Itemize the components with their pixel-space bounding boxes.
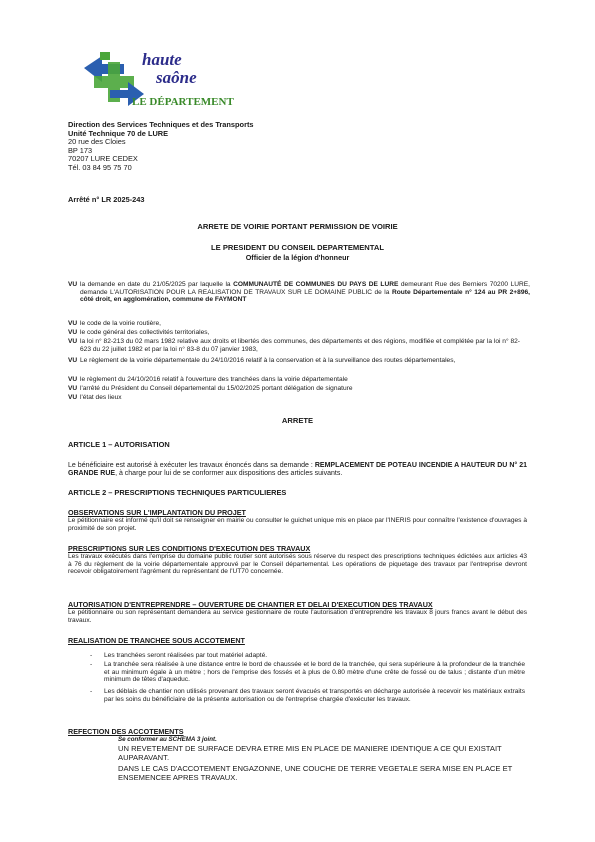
realisation-item: [90, 652, 525, 660]
vu-label: VU: [68, 320, 78, 327]
vu-text: l'arrêté du Président du Conseil départemental du 15/02/2025 portant délégation de signature: [80, 385, 353, 392]
vu-label: VU: [68, 385, 78, 392]
autorisation-text: Le pétitionnaire ou son représentant demandera au service gestionnaire de route l'autorisation d'entreprendre les travaux 8 jours francs avant le début des travaux.: [68, 609, 527, 624]
president-line: LE PRESIDENT DU CONSEIL DEPARTEMENTAL: [211, 243, 384, 252]
sender-city: 70207 LURE CEDEX: [68, 154, 138, 163]
vu-reglement-tranchees: [68, 376, 530, 384]
sender-phone: Tél. 03 84 95 75 70: [68, 162, 132, 172]
article-1-works: REMPLACEMENT DE POTEAU INCENDIE A HAUTEUR DU N° 21 GRANDE RUE: [68, 462, 527, 477]
vu-delegation: [68, 385, 530, 393]
realisation-heading: REALISATION DE TRANCHEE SOUS ACCOTEMENT: [68, 636, 245, 645]
vu-text: la loi n° 82-213 du 02 mars 1982 relative aux droits et libertés des communes, des départements et des régions, modifiée et complétée par la loi n° 82-623 du 22 juillet 1982 et par la loi n° 83-8 du 07 janvier 1983,: [80, 338, 520, 353]
vu-loi-82: [68, 338, 530, 353]
sender-bp: BP 173: [68, 145, 93, 155]
logo-line-haute: haute: [142, 50, 182, 69]
logo-line-saone: saône: [156, 68, 197, 87]
article-1-text: [68, 462, 527, 478]
logo-department-label: LE DÉPARTEMENT: [132, 96, 234, 108]
vu-request: [68, 281, 530, 304]
bullet-dash: -: [90, 652, 93, 659]
observations-text: Le pétitionnaire est informé qu'il doit se renseigner en mairie ou consulter le guichet unique mis en place par l'INERIS pour connaître l'existence d'ouvrages à proximité de son projet.: [68, 517, 527, 532]
bullet-dash: -: [90, 688, 93, 695]
vu-label: VU: [68, 376, 78, 383]
arrete-number: Arrêté n° LR 2025-243: [68, 195, 145, 204]
sender-unit: Unité Technique 70 de LURE: [68, 128, 169, 138]
vu-label: VU: [68, 329, 78, 336]
realisation-item-text: Les déblais de chantier non utilisés provenant des travaux seront évacués et transportés en décharge autorisée à recevoir les matériaux extraits par les soins du bénéficiaire de la présente autorisation ou de l'entreprise chargée d'exécuter les travaux.: [104, 688, 525, 703]
refection-note: Se conformer au SCHEMA 3 joint.: [118, 736, 217, 743]
realisation-item: [90, 688, 525, 703]
sender-address: [68, 121, 368, 172]
bullet-dash: -: [90, 661, 93, 668]
article-2-heading: ARTICLE 2 – PRESCRIPTIONS TECHNIQUES PARTICULIERES: [68, 488, 287, 497]
prescriptions-text: Les travaux exécutés dans l'emprise du domaine public routier sont autorisés sous réserve du respect des prescriptions techniques édictées aux articles 43 à 76 du règlement de la voirie départementale approuvé par le Conseil départemental. Les opérations de piquetage des travaux par l'entreprise devront recevoir obligatoirement l'agrément du représentant de l'UT70 concernée.: [68, 553, 527, 576]
vu-cgct: [68, 329, 530, 337]
vu-request-text: la demande en date du 21/05/2025 par laquelle la: [80, 281, 234, 288]
vu-text: Le règlement de la voirie départementale du 24/10/2016 relatif à la conservation et à la surveillance des routes départementales,: [80, 357, 456, 364]
autorisation-heading: AUTORISATION D'ENTREPRENDRE – OUVERTURE DE CHANTIER ET DELAI D'EXECUTION DES TRAVAUX: [68, 600, 433, 609]
vu-text: le code de la voirie routière,: [80, 320, 162, 327]
article-1-heading: ARTICLE 1 – AUTORISATION: [68, 440, 170, 449]
sender-street: 20 rue des Cloies: [68, 137, 126, 146]
vu-request-object: demeurant Rue des Berniers 70200 LURE, demande L'AUTORISATION POUR LA REALISATION DE TRAVAUX SUR LE DOMAINE PUBLIC de la: [80, 281, 530, 296]
vu-label: VU: [68, 338, 78, 345]
refection-gazon-text: DANS LE CAS D'ACCOTEMENT ENGAZONNE, UNE COUCHE DE TERRE VEGETALE SERA MISE EN PLACE ET ENSEMENCEE APRES TRAVAUX.: [118, 764, 513, 783]
officer-line: Officier de la légion d'honneur: [245, 253, 350, 262]
observations-heading: OBSERVATIONS SUR L'IMPLANTATION DU PROJET: [68, 508, 246, 517]
vu-text: le règlement du 24/10/2016 relatif à l'ouverture des tranchées dans la voirie départementale: [80, 376, 348, 383]
department-logo: [80, 50, 240, 118]
realisation-item: [90, 661, 525, 684]
vu-label: VU: [68, 394, 78, 401]
vu-location: Route Départementale n° 124 au PR 2+896, côté droit, en agglomération, commune de FAYMONT: [80, 288, 530, 304]
realisation-item-text: La tranchée sera réalisée à une distance entre le bord de chaussée et le bord de la tranchée, qui sera supérieure à la profondeur de la tranchée et au minimum égale à un mètre ; hors de l'emprise des fossés et à plus de 0.80 mètre d'une crête de fossé ou de talus ; distante d'un mètre minimum de têtes d'aqueduc.: [104, 661, 525, 684]
vu-label: VU: [68, 281, 78, 288]
sender-direction: Direction des Services Techniques et des Transports: [68, 120, 254, 129]
vu-text: l'état des lieux: [80, 394, 122, 401]
vu-etat-lieux: [68, 394, 530, 402]
vu-requester: COMMUNAUTÉ DE COMMUNES DU PAYS DE LURE: [233, 281, 399, 288]
realisation-item-text: Les tranchées seront réalisées par tout matériel adapté.: [104, 652, 268, 659]
document-title: ARRETE DE VOIRIE PORTANT PERMISSION DE VOIRIE: [197, 222, 398, 231]
vu-label: VU: [68, 357, 78, 364]
vu-reglement-voirie: [68, 357, 530, 365]
vu-text: le code général des collectivités territoriales,: [80, 329, 210, 336]
article-1-outro: , à charge pour lui de se conformer aux dispositions des articles suivants.: [115, 470, 343, 477]
refection-surface-text: UN REVETEMENT DE SURFACE DEVRA ETRE MIS EN PLACE DE MANIERE IDENTIQUE A CE QUI EXISTAIT AUPARAVANT.: [118, 744, 502, 763]
arrete-heading: ARRETE: [281, 416, 314, 425]
prescriptions-heading: PRESCRIPTIONS SUR LES CONDITIONS D'EXECUTION DES TRAVAUX: [68, 544, 311, 553]
vu-code-voirie: [68, 320, 530, 328]
article-1-intro: Le bénéficiaire est autorisé à exécuter les travaux énoncés dans sa demande :: [68, 462, 315, 469]
refection-heading: REFECTION DES ACCOTEMENTS: [68, 727, 184, 736]
